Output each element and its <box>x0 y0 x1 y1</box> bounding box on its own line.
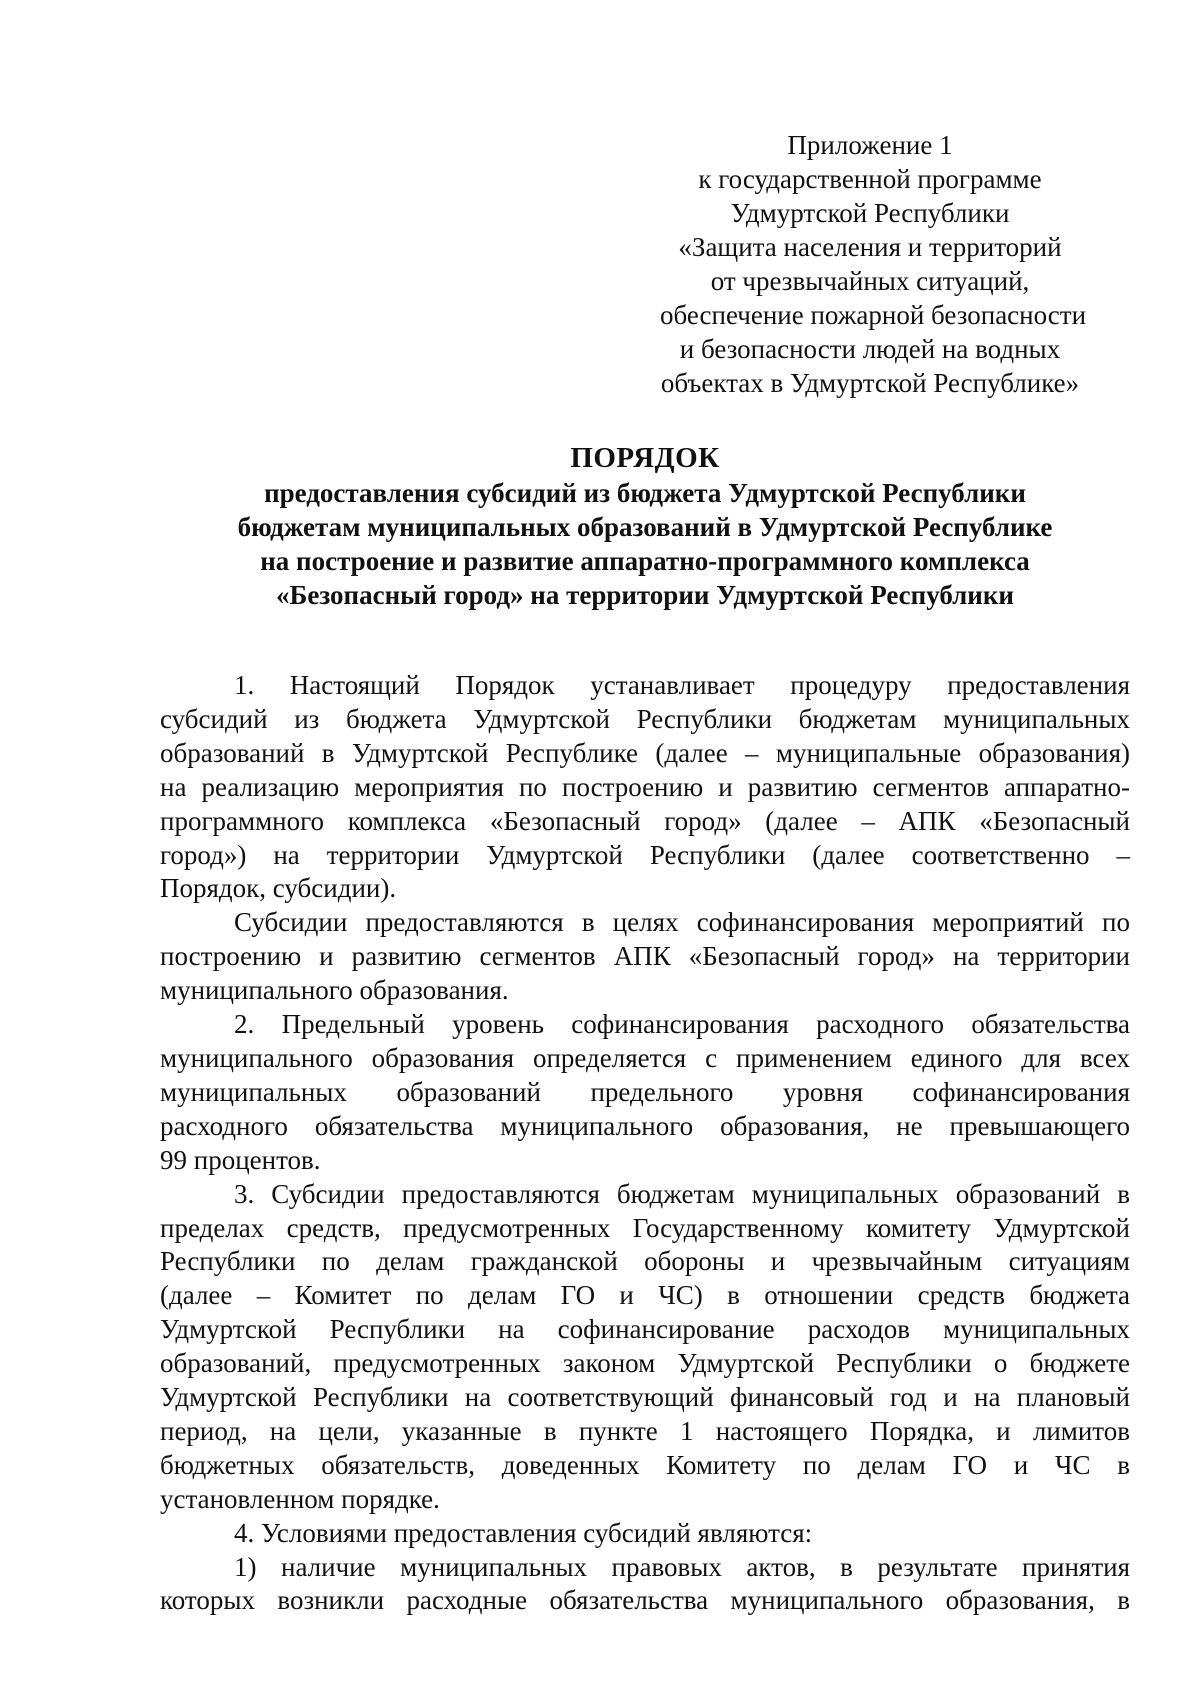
text-line: Порядок, субсидии). <box>160 873 397 904</box>
paragraph-3 <box>160 1178 1130 1517</box>
text-line: 3. Субсидии предоставляются бюджетам муниципальных образований в <box>234 1178 1130 1209</box>
appendix-line: Приложение 1 <box>787 130 953 160</box>
paragraph-2 <box>160 1008 1130 1178</box>
paragraph-4 <box>160 1517 1130 1551</box>
text-line: на реализацию мероприятия по построению и развитию сегментов аппаратно- <box>160 771 1130 802</box>
text-line: установленном порядке. <box>160 1483 440 1514</box>
text-line: муниципальных образований предельного уровня софинансирования <box>160 1076 1130 1107</box>
text-line: 99 процентов. <box>160 1144 321 1175</box>
text-line: муниципального образования определяется с применением единого для всех <box>160 1042 1130 1073</box>
paragraph-4-item-1 <box>160 1551 1130 1619</box>
text-line: город») на территории Удмуртской Республики (далее соответственно – <box>160 839 1130 870</box>
text-line: субсидий из бюджета Удмуртской Республики бюджетам муниципальных <box>160 703 1130 734</box>
appendix-line: Удмуртской Республики <box>730 198 1010 228</box>
text-line: которых возникли расходные обязательства муниципального образования, в <box>160 1585 1130 1616</box>
appendix-line: от чрезвычайных ситуаций, <box>710 266 1030 296</box>
heading-line: на построение и развитие аппаратно-программного комплекса <box>260 546 1030 576</box>
document-title: ПОРЯДОК <box>570 442 720 474</box>
text-line: Удмуртской Республики на софинансирование расходов муниципальных <box>160 1314 1130 1345</box>
text-line: пределах средств, предусмотренных Государственному комитету Удмуртской <box>160 1212 1130 1243</box>
appendix-line: к государственной программе <box>698 164 1042 194</box>
paragraph-1-continued <box>160 906 1130 1008</box>
appendix-line: объектах в Удмуртской Республике» <box>660 368 1080 398</box>
appendix-block <box>660 128 1087 400</box>
text-line: муниципального образования. <box>160 975 509 1006</box>
document-body <box>160 669 1130 1618</box>
appendix-line: «Защита населения и территорий <box>678 232 1062 262</box>
appendix-line: и безопасности людей на водных <box>679 334 1061 364</box>
heading-line: предоставления субсидий из бюджета Удмуртской Республики <box>264 478 1026 508</box>
heading-line: «Безопасный город» на территории Удмуртской Республики <box>276 580 1014 610</box>
text-line: образований в Удмуртской Республике (далее – муниципальные образования) <box>160 737 1130 768</box>
text-line: образований, предусмотренных законом Удмуртской Республики о бюджете <box>160 1348 1130 1379</box>
paragraph-1 <box>160 669 1130 906</box>
text-line: бюджетных обязательств, доведенных Комитету по делам ГО и ЧС в <box>160 1449 1130 1480</box>
text-line: программного комплекса «Безопасный город» (далее – АПК «Безопасный <box>160 805 1130 836</box>
text-line: период, на цели, указанные в пункте 1 настоящего Порядка, и лимитов <box>160 1415 1130 1446</box>
heading-line: бюджетам муниципальных образований в Удмуртской Республике <box>237 512 1053 542</box>
text-line: Субсидии предоставляются в целях софинансирования мероприятий по <box>234 907 1130 938</box>
text-line: 4. Условиями предоставления субсидий являются: <box>234 1517 813 1548</box>
text-line: Республики по делам гражданской обороны и чрезвычайным ситуациям <box>160 1246 1130 1277</box>
text-line: построению и развитию сегментов АПК «Безопасный город» на территории <box>160 941 1130 972</box>
document-heading <box>160 440 1130 612</box>
text-line: расходного обязательства муниципального образования, не превышающего <box>160 1110 1130 1141</box>
text-line: 1. Настоящий Порядок устанавливает процедуру предоставления <box>234 670 1130 700</box>
text-line: Удмуртской Республики на соответствующий финансовый год и на плановый <box>160 1382 1130 1413</box>
text-line: 1) наличие муниципальных правовых актов, в результате принятия <box>234 1551 1130 1582</box>
text-line: (далее – Комитет по делам ГО и ЧС) в отношении средств бюджета <box>160 1280 1130 1311</box>
text-line: 2. Предельный уровень софинансирования расходного обязательства <box>234 1009 1130 1040</box>
appendix-line: обеспечение пожарной безопасности <box>660 300 1087 330</box>
